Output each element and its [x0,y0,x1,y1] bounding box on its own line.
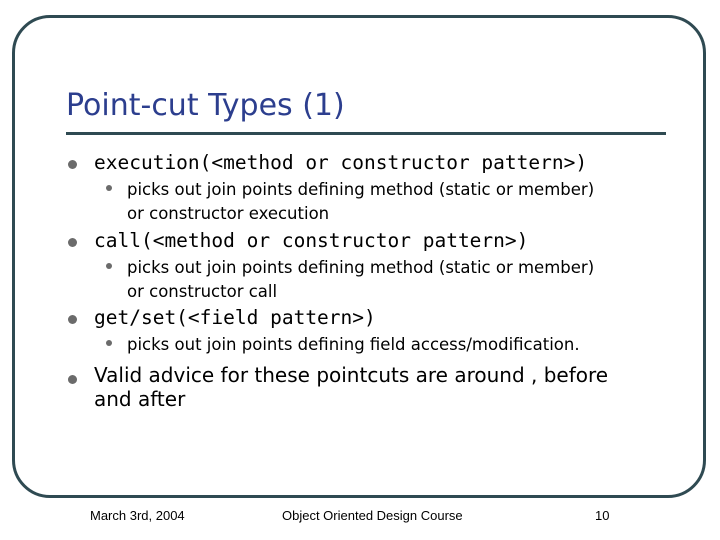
bullet-icon [68,160,77,169]
bullet-icon [68,238,77,247]
bullet-execution: execution(<method or constructor pattern>) [94,151,588,174]
bullet-icon [68,315,77,324]
sub-bullet-icon [106,340,112,346]
footer-date: March 3rd, 2004 [90,508,185,523]
bullet-valid-advice-line1: Valid advice for these pointcuts are around , before [94,363,609,387]
bullet-valid-advice-line2: and after [94,387,186,411]
footer-course: Object Oriented Design Course [282,508,463,523]
bullet-call: call(<method or constructor pattern>) [94,229,529,252]
sub-bullet-icon [106,263,112,269]
bullet-execution-desc-line1: picks out join points defining method (static or member) [127,180,595,199]
bullet-call-desc-line2: or constructor call [127,282,278,301]
bullet-icon [68,375,77,384]
title-underline [66,132,666,135]
sub-bullet-icon [106,185,112,191]
bullet-get-set: get/set(<field pattern>) [94,306,376,329]
bullet-get-set-desc: picks out join points defining field access/modification. [127,335,580,354]
bullet-execution-desc-line2: or constructor execution [127,204,330,223]
footer-page-number: 10 [595,508,610,523]
slide-title: Point-cut Types (1) [66,88,345,123]
bullet-call-desc-line1: picks out join points defining method (static or member) [127,258,595,277]
